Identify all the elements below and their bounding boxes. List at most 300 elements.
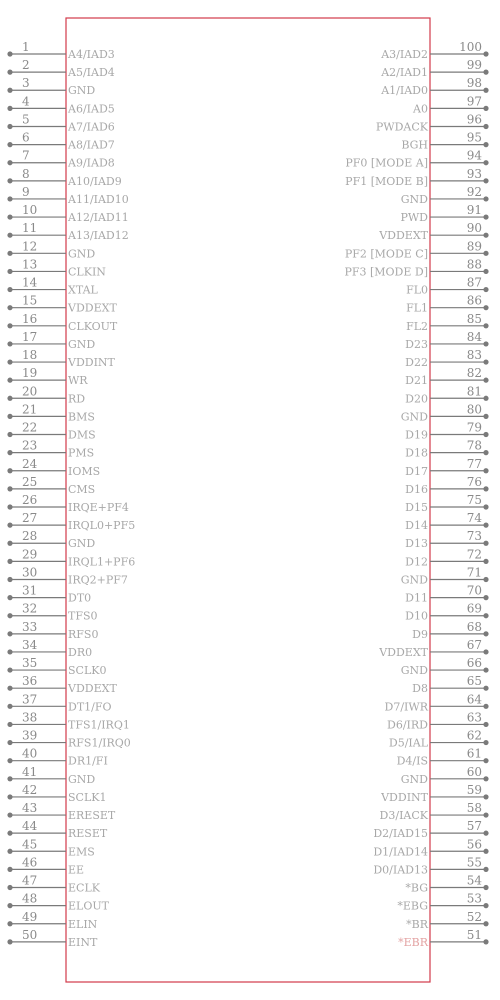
pin-number: 85 bbox=[466, 311, 482, 326]
pin-terminal bbox=[7, 142, 12, 147]
pin-number: 89 bbox=[466, 239, 482, 254]
pin-terminal bbox=[7, 595, 12, 600]
pin-terminal bbox=[483, 214, 488, 219]
pin-number: 93 bbox=[466, 166, 482, 181]
pin-number: 25 bbox=[22, 474, 38, 489]
pin-terminal bbox=[7, 305, 12, 310]
pin-terminal bbox=[7, 812, 12, 817]
pin-terminal bbox=[7, 396, 12, 401]
pin-number: 50 bbox=[22, 927, 38, 942]
pin-label: XTAL bbox=[68, 283, 98, 297]
pin-label: FL0 bbox=[406, 283, 428, 297]
pin-terminal bbox=[7, 450, 12, 455]
pin-label: PMS bbox=[68, 446, 95, 460]
pin-label: FL1 bbox=[406, 301, 428, 315]
pin-number: 39 bbox=[22, 728, 38, 743]
pin-number: 88 bbox=[466, 257, 482, 272]
pin-terminal bbox=[7, 432, 12, 437]
pin-label: EE bbox=[68, 863, 85, 877]
pin-terminal bbox=[7, 523, 12, 528]
pin-label: GND bbox=[68, 772, 96, 786]
pin-terminal bbox=[483, 341, 488, 346]
pin-terminal bbox=[483, 106, 488, 111]
pin-number: 73 bbox=[466, 529, 482, 544]
pin-number: 10 bbox=[22, 203, 38, 218]
pin-terminal bbox=[7, 124, 12, 129]
pin-terminal bbox=[483, 649, 488, 654]
pin-label: D0/IAD13 bbox=[373, 863, 428, 877]
pin-terminal bbox=[483, 196, 488, 201]
pin-terminal bbox=[483, 70, 488, 75]
pin-label: RESET bbox=[68, 827, 108, 841]
pin-terminal bbox=[7, 51, 12, 56]
pin-label: SCLK0 bbox=[68, 664, 107, 678]
pin-label: GND bbox=[400, 664, 428, 678]
pin-terminal bbox=[7, 486, 12, 491]
pin-number: 70 bbox=[466, 583, 482, 598]
pin-label: CLKIN bbox=[68, 265, 106, 279]
pin-terminal bbox=[7, 831, 12, 836]
pin-label: IRQ2+PF7 bbox=[68, 573, 128, 587]
pin-terminal bbox=[7, 341, 12, 346]
pin-terminal bbox=[483, 396, 488, 401]
pin-number: 52 bbox=[466, 909, 482, 924]
pin-number: 81 bbox=[466, 384, 482, 399]
pin-terminal bbox=[483, 124, 488, 129]
pin-label: GND bbox=[400, 410, 428, 424]
pin-terminal bbox=[7, 214, 12, 219]
pin-terminal bbox=[7, 70, 12, 75]
pin-label: TFS1/IRQ1 bbox=[68, 718, 130, 732]
pin-label: CLKOUT bbox=[68, 319, 118, 333]
pin-terminal bbox=[7, 160, 12, 165]
pin-terminal bbox=[483, 88, 488, 93]
pin-terminal bbox=[483, 758, 488, 763]
pin-label: PF0 [MODE A] bbox=[345, 156, 428, 170]
pin-left bbox=[7, 384, 85, 405]
pin-terminal bbox=[483, 251, 488, 256]
pin-number: 20 bbox=[22, 384, 38, 399]
pin-terminal bbox=[483, 178, 488, 183]
pin-terminal bbox=[7, 504, 12, 509]
pin-label: D12 bbox=[405, 555, 428, 569]
pin-label: A13/IAD12 bbox=[68, 229, 129, 243]
pin-terminal bbox=[7, 196, 12, 201]
pin-number: 61 bbox=[466, 746, 482, 761]
pin-label: ERESET bbox=[68, 809, 116, 823]
pin-terminal bbox=[7, 794, 12, 799]
pin-number: 12 bbox=[22, 239, 38, 254]
pin-terminal bbox=[7, 704, 12, 709]
pin-terminal bbox=[483, 812, 488, 817]
pin-terminal bbox=[483, 921, 488, 926]
pin-number: 44 bbox=[22, 819, 38, 834]
pin-label: D10 bbox=[405, 609, 428, 623]
pin-label: BMS bbox=[68, 410, 95, 424]
pin-terminal bbox=[7, 106, 12, 111]
pin-terminal bbox=[483, 776, 488, 781]
pin-terminal bbox=[483, 939, 488, 944]
pin-label: IRQL0+PF5 bbox=[68, 519, 136, 533]
pin-label: FL2 bbox=[406, 319, 428, 333]
pin-terminal bbox=[7, 686, 12, 691]
pin-label: A2/IAD1 bbox=[381, 66, 428, 80]
pin-number: 67 bbox=[466, 637, 482, 652]
pin-number: 65 bbox=[466, 674, 482, 689]
pin-number: 26 bbox=[22, 493, 38, 507]
pin-terminal bbox=[7, 178, 12, 183]
pin-label: *EBR bbox=[398, 935, 428, 949]
pin-number: 90 bbox=[466, 221, 482, 236]
pin-number: 75 bbox=[466, 493, 482, 507]
pin-number: 15 bbox=[22, 293, 38, 308]
pin-label: D2/IAD15 bbox=[373, 827, 428, 841]
pin-label: EINT bbox=[68, 935, 98, 949]
pin-left bbox=[7, 76, 95, 97]
pin-number: 43 bbox=[22, 801, 38, 816]
pin-label: VDDEXT bbox=[68, 301, 117, 315]
pin-number: 48 bbox=[22, 891, 38, 906]
pin-left bbox=[7, 855, 84, 876]
pin-terminal bbox=[7, 414, 12, 419]
pin-left bbox=[7, 366, 88, 387]
pin-terminal bbox=[483, 378, 488, 383]
pin-label: PWD bbox=[400, 211, 428, 225]
pin-label: A12/IAD11 bbox=[68, 211, 129, 225]
pin-left bbox=[7, 330, 95, 351]
pin-terminal bbox=[7, 613, 12, 618]
pin-terminal bbox=[7, 867, 12, 872]
pin-number: 100 bbox=[459, 40, 482, 54]
pin-terminal bbox=[7, 885, 12, 890]
pin-number: 13 bbox=[22, 257, 38, 272]
pin-label: A8/IAD7 bbox=[68, 138, 115, 152]
pin-number: 4 bbox=[22, 94, 30, 109]
pin-number: 31 bbox=[22, 583, 38, 598]
pin-number: 18 bbox=[22, 348, 38, 363]
pin-terminal bbox=[483, 831, 488, 836]
pin-label: RFS1/IRQ0 bbox=[68, 736, 131, 750]
pin-terminal bbox=[483, 595, 488, 600]
pin-number: 79 bbox=[466, 420, 482, 435]
pin-number: 59 bbox=[466, 782, 482, 797]
pin-terminal bbox=[7, 577, 12, 582]
pin-terminal bbox=[483, 269, 488, 274]
pin-number: 35 bbox=[22, 656, 38, 671]
pin-number: 46 bbox=[22, 855, 38, 870]
pin-label: *BR bbox=[406, 917, 428, 931]
pin-terminal bbox=[7, 631, 12, 636]
pin-terminal bbox=[7, 921, 12, 926]
pin-left bbox=[7, 928, 98, 949]
pin-label: CMS bbox=[68, 482, 96, 496]
pin-label: BGH bbox=[401, 138, 428, 152]
pin-left bbox=[7, 837, 94, 858]
pin-number: 45 bbox=[22, 837, 38, 852]
pin-terminal bbox=[7, 233, 12, 238]
pin-number: 53 bbox=[466, 891, 482, 906]
pin-label: GND bbox=[400, 192, 428, 206]
pin-label: TFS0 bbox=[68, 609, 98, 623]
pin-number: 92 bbox=[466, 184, 482, 199]
pin-label: DR1/FI bbox=[68, 754, 108, 768]
pin-terminal bbox=[483, 541, 488, 546]
pin-label: A6/IAD5 bbox=[68, 102, 115, 116]
pin-terminal bbox=[7, 649, 12, 654]
pin-terminal bbox=[483, 740, 488, 745]
pin-terminal bbox=[483, 450, 488, 455]
pin-label: PF3 [MODE D] bbox=[344, 265, 428, 279]
pin-label: D23 bbox=[405, 337, 428, 351]
pin-number: 3 bbox=[22, 76, 30, 91]
pin-label: DT1/FO bbox=[68, 700, 112, 714]
pin-label: VDDINT bbox=[68, 356, 115, 370]
pin-label: D18 bbox=[405, 446, 428, 460]
pin-label: IRQL1+PF6 bbox=[68, 555, 136, 569]
pin-number: 16 bbox=[22, 311, 38, 326]
pin-number: 11 bbox=[22, 221, 38, 236]
pin-number: 2 bbox=[22, 58, 30, 73]
pin-label: GND bbox=[68, 247, 96, 261]
pin-label: A1/IAD0 bbox=[381, 84, 428, 98]
pin-number: 29 bbox=[22, 547, 38, 562]
pin-label: A0 bbox=[413, 102, 428, 116]
pin-terminal bbox=[483, 233, 488, 238]
pin-label: VDDEXT bbox=[379, 645, 428, 659]
pin-label: A11/IAD10 bbox=[68, 192, 129, 206]
pin-terminal bbox=[7, 903, 12, 908]
pin-left bbox=[7, 475, 95, 496]
pin-label: EMS bbox=[68, 845, 95, 859]
pin-number: 94 bbox=[466, 148, 482, 163]
pin-label: D17 bbox=[405, 464, 428, 478]
pin-label: WR bbox=[68, 374, 88, 388]
pin-label: GND bbox=[400, 573, 428, 587]
pin-terminal bbox=[483, 794, 488, 799]
pin-label: A10/IAD9 bbox=[68, 174, 122, 188]
pin-number: 24 bbox=[22, 456, 38, 471]
pin-number: 57 bbox=[466, 819, 482, 834]
pin-terminal bbox=[7, 776, 12, 781]
pin-label: D9 bbox=[412, 627, 428, 641]
pin-number: 77 bbox=[466, 456, 482, 471]
pin-number: 22 bbox=[22, 420, 38, 435]
pin-terminal bbox=[7, 740, 12, 745]
pin-number: 8 bbox=[22, 166, 30, 181]
pin-terminal bbox=[483, 903, 488, 908]
pin-label: D13 bbox=[405, 537, 428, 551]
pin-label: D20 bbox=[405, 392, 428, 406]
pin-terminal bbox=[483, 722, 488, 727]
pin-left bbox=[7, 602, 97, 623]
pin-number: 91 bbox=[466, 203, 482, 218]
pin-number: 78 bbox=[466, 438, 482, 453]
pin-number: 60 bbox=[466, 764, 482, 779]
pin-number: 54 bbox=[466, 873, 482, 888]
pin-label: DT0 bbox=[68, 591, 92, 605]
pin-number: 51 bbox=[466, 927, 482, 942]
pin-terminal bbox=[7, 541, 12, 546]
pin-left bbox=[7, 638, 92, 659]
pin-terminal bbox=[483, 577, 488, 582]
pin-number: 63 bbox=[466, 710, 482, 725]
pin-number: 83 bbox=[466, 348, 482, 363]
pin-number: 99 bbox=[466, 58, 482, 73]
pin-terminal bbox=[7, 939, 12, 944]
pin-number: 34 bbox=[22, 637, 38, 652]
pin-label: A4/IAD3 bbox=[68, 48, 115, 61]
pin-number: 97 bbox=[466, 94, 482, 109]
pin-terminal bbox=[7, 722, 12, 727]
pin-terminal bbox=[483, 359, 488, 364]
pin-number: 23 bbox=[22, 438, 38, 453]
pin-terminal bbox=[7, 378, 12, 383]
pin-label: D11 bbox=[405, 591, 428, 605]
pin-label: ELOUT bbox=[68, 899, 109, 913]
pin-label: D6/IRD bbox=[387, 718, 428, 732]
pin-terminal bbox=[483, 885, 488, 890]
pin-number: 56 bbox=[466, 837, 482, 852]
pin-label: SCLK1 bbox=[68, 790, 107, 804]
pin-label: PWDACK bbox=[375, 120, 428, 134]
pin-label: *BG bbox=[405, 881, 428, 895]
pin-number: 68 bbox=[466, 619, 482, 634]
pin-label: D22 bbox=[405, 356, 428, 370]
pin-number: 40 bbox=[22, 746, 38, 761]
pin-terminal bbox=[7, 88, 12, 93]
pin-number: 21 bbox=[22, 402, 38, 417]
pin-label: ELIN bbox=[68, 917, 98, 931]
pin-number: 41 bbox=[22, 764, 38, 779]
pin-number: 7 bbox=[22, 148, 30, 163]
pin-number: 64 bbox=[466, 692, 482, 707]
pin-number: 86 bbox=[466, 293, 482, 308]
pin-terminal bbox=[7, 251, 12, 256]
pin-terminal bbox=[483, 305, 488, 310]
pin-number: 37 bbox=[22, 692, 38, 707]
pin-number: 30 bbox=[22, 565, 38, 580]
pin-terminal bbox=[7, 667, 12, 672]
pin-label: D16 bbox=[405, 482, 428, 496]
pin-number: 38 bbox=[22, 710, 38, 725]
pin-label: D19 bbox=[405, 428, 428, 442]
pin-label: D3/IACK bbox=[379, 809, 428, 823]
pin-terminal bbox=[483, 287, 488, 292]
pin-number: 1 bbox=[22, 40, 30, 54]
pin-terminal bbox=[483, 867, 488, 872]
pin-terminal bbox=[483, 849, 488, 854]
pin-number: 14 bbox=[22, 275, 38, 290]
pin-left bbox=[7, 910, 97, 931]
pin-left bbox=[7, 239, 95, 260]
pin-label: *EBG bbox=[397, 899, 428, 913]
pin-terminal bbox=[483, 667, 488, 672]
pin-label: RD bbox=[68, 392, 86, 406]
pin-terminal bbox=[483, 432, 488, 437]
pin-left bbox=[7, 765, 95, 786]
pin-number: 95 bbox=[466, 130, 482, 145]
pin-number: 5 bbox=[22, 112, 30, 127]
pin-label: D8 bbox=[412, 682, 428, 696]
pin-label: D7/IWR bbox=[384, 700, 428, 714]
pin-label: GND bbox=[68, 337, 96, 351]
pin-number: 42 bbox=[22, 782, 38, 797]
pin-label: IOMS bbox=[68, 464, 101, 478]
pin-terminal bbox=[483, 504, 488, 509]
pin-label: PF2 [MODE C] bbox=[344, 247, 428, 261]
pin-number: 19 bbox=[22, 366, 38, 381]
pin-number: 33 bbox=[22, 619, 38, 634]
pin-number: 27 bbox=[22, 511, 38, 526]
pin-number: 55 bbox=[466, 855, 482, 870]
pin-left bbox=[7, 529, 95, 550]
pin-number: 76 bbox=[466, 474, 482, 489]
pin-number: 96 bbox=[466, 112, 482, 127]
pin-terminal bbox=[7, 758, 12, 763]
pin-terminal bbox=[7, 323, 12, 328]
pin-left bbox=[7, 584, 91, 605]
pin-terminal bbox=[7, 559, 12, 564]
pin-terminal bbox=[483, 414, 488, 419]
pin-left bbox=[7, 402, 94, 423]
pin-label: D21 bbox=[405, 374, 428, 388]
pin-label: D4/IS bbox=[396, 754, 428, 768]
pin-number: 47 bbox=[22, 873, 38, 888]
pin-label: GND bbox=[68, 84, 96, 98]
pin-terminal bbox=[483, 613, 488, 618]
pin-label: ECLK bbox=[68, 881, 100, 895]
pin-terminal bbox=[7, 359, 12, 364]
pin-label: GND bbox=[400, 772, 428, 786]
pin-number: 58 bbox=[466, 801, 482, 816]
pin-label: A5/IAD4 bbox=[68, 66, 115, 80]
pin-terminal bbox=[483, 686, 488, 691]
pin-label: VDDINT bbox=[381, 790, 428, 804]
pin-number: 71 bbox=[466, 565, 482, 580]
pin-number: 17 bbox=[22, 329, 38, 344]
pin-terminal bbox=[7, 468, 12, 473]
pin-left bbox=[7, 421, 95, 442]
pin-label: A3/IAD2 bbox=[381, 48, 428, 61]
pin-number: 87 bbox=[466, 275, 482, 290]
pin-label: A9/IAD8 bbox=[68, 156, 115, 170]
pin-left bbox=[7, 439, 94, 460]
pin-terminal bbox=[7, 849, 12, 854]
pin-terminal bbox=[483, 160, 488, 165]
pin-terminal bbox=[7, 287, 12, 292]
pin-number: 84 bbox=[466, 329, 482, 344]
pin-group bbox=[7, 40, 488, 949]
pin-label: DMS bbox=[68, 428, 96, 442]
pin-label: A7/IAD6 bbox=[68, 120, 115, 134]
pin-terminal bbox=[483, 486, 488, 491]
pin-label: VDDEXT bbox=[68, 682, 117, 696]
pin-terminal bbox=[483, 704, 488, 709]
pin-number: 28 bbox=[22, 529, 38, 544]
pin-terminal bbox=[483, 323, 488, 328]
pin-number: 69 bbox=[466, 601, 482, 616]
pin-terminal bbox=[483, 51, 488, 56]
pin-number: 49 bbox=[22, 909, 38, 924]
pin-number: 74 bbox=[466, 511, 482, 526]
pin-label: D5/IAL bbox=[388, 736, 428, 750]
pin-terminal bbox=[483, 468, 488, 473]
pin-label: VDDEXT bbox=[379, 229, 428, 243]
pin-label: PF1 [MODE B] bbox=[345, 174, 428, 188]
pin-number: 80 bbox=[466, 402, 482, 417]
pin-terminal bbox=[483, 142, 488, 147]
pin-terminal bbox=[483, 559, 488, 564]
